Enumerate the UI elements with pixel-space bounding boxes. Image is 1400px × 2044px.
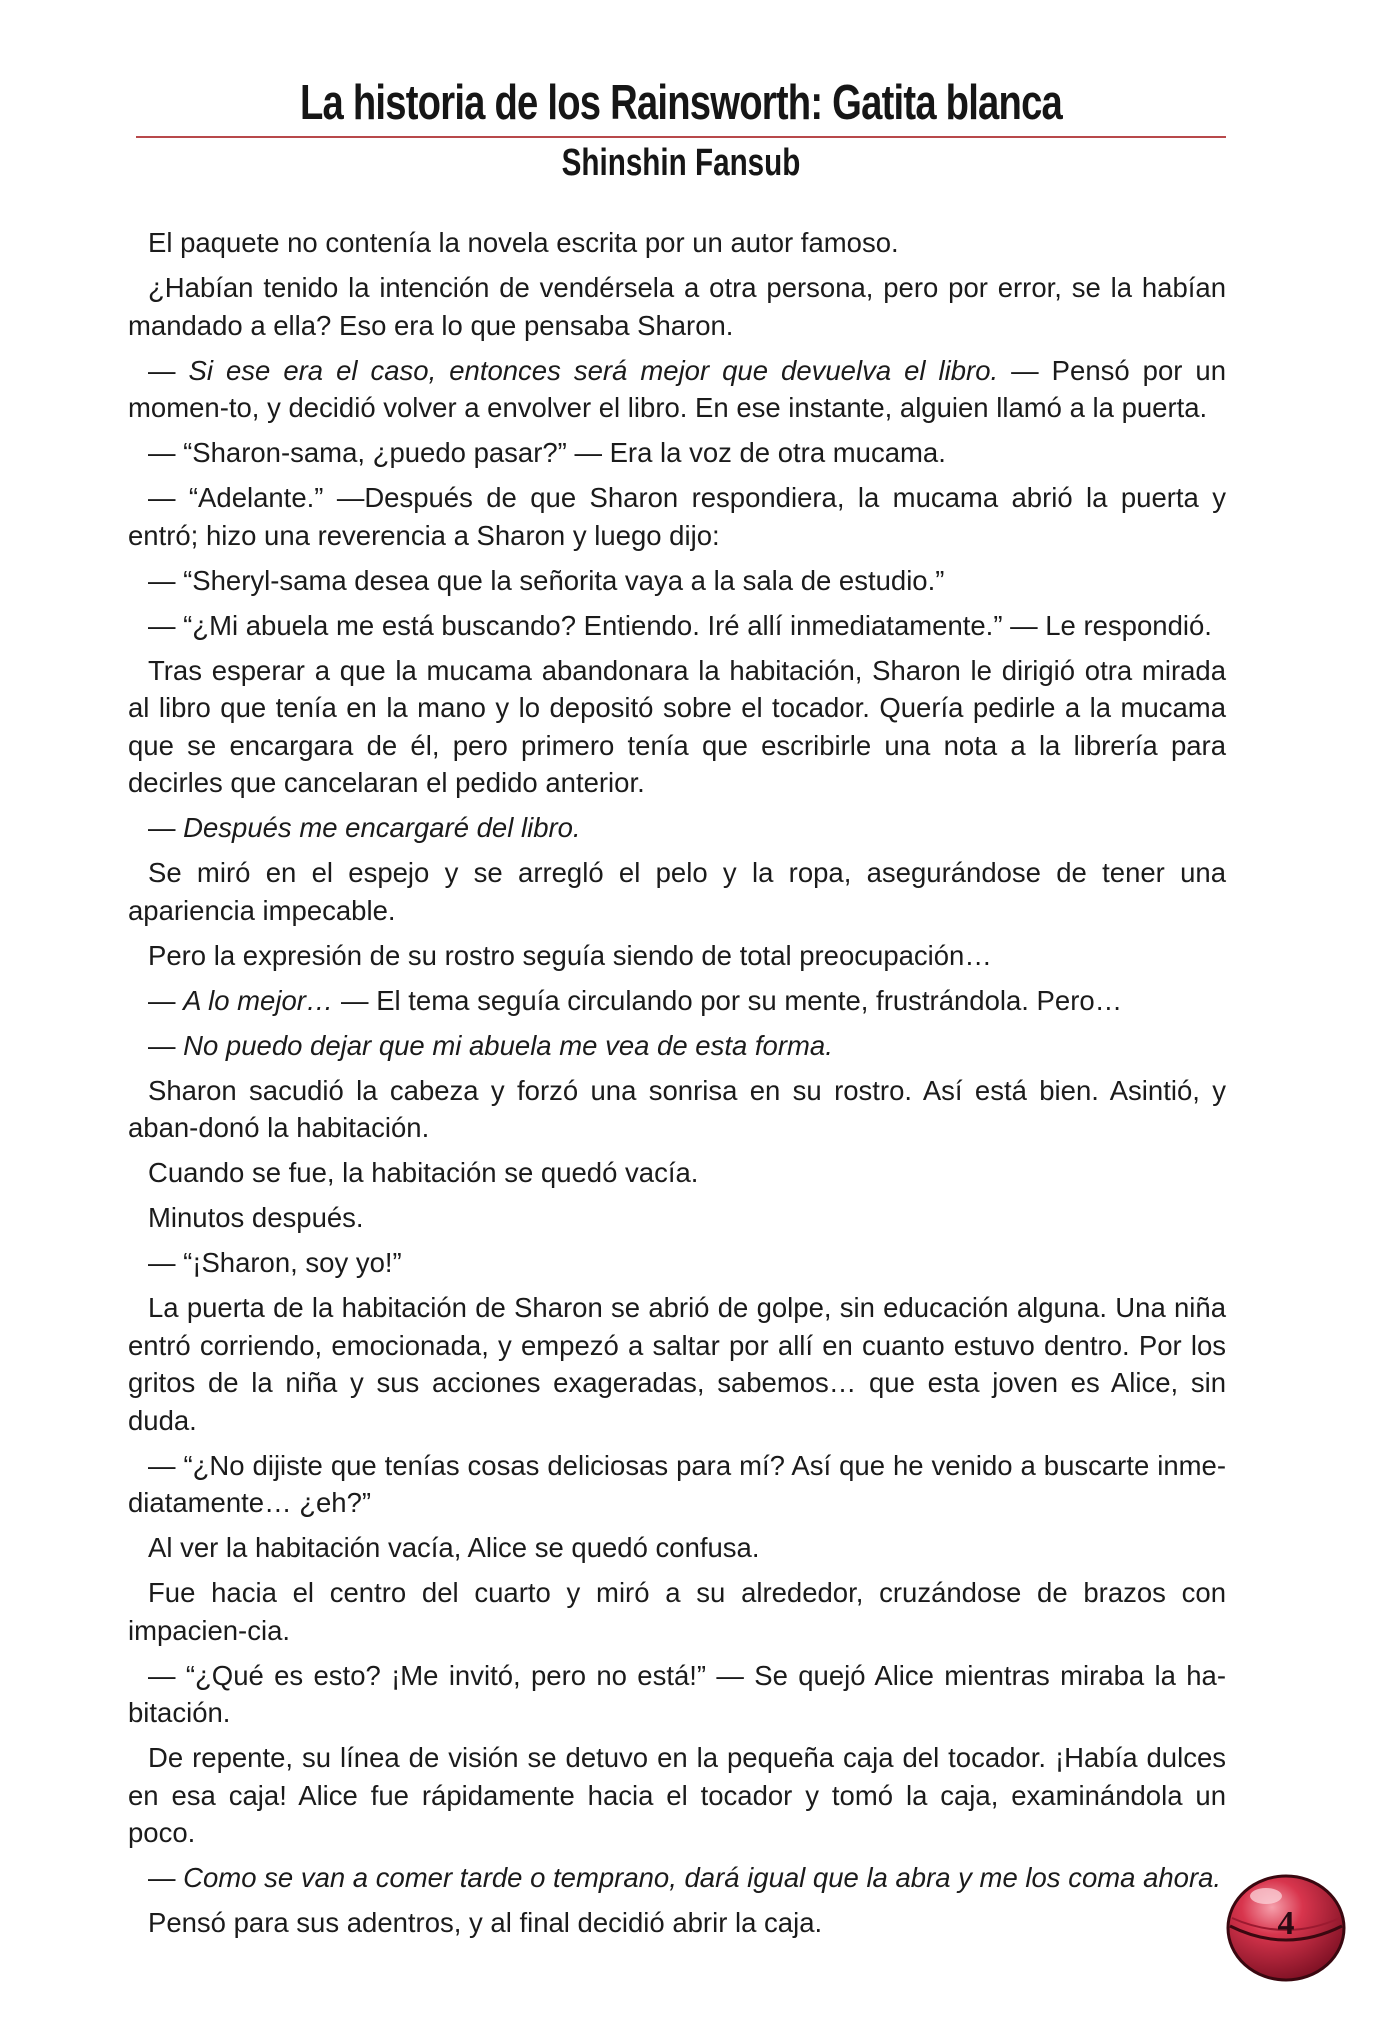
text-run: Fue hacia el centro del cuarto y miró a su alrededor, cruzándose de brazos con impacien-cia. <box>128 1577 1226 1646</box>
paragraph <box>128 269 1226 344</box>
paragraph <box>128 562 1226 600</box>
paragraph <box>128 607 1226 645</box>
italic-text: Como se van a comer tarde o temprano, dará igual que la abra y me los coma ahora. <box>183 1862 1222 1893</box>
text-run: De repente, su línea de visión se detuvo en la pequeña caja del tocador. ¡Había dulces en esa caja! Alice fue rápidamente hacia el tocador y tomó la caja, examinándola un poco. <box>128 1742 1226 1848</box>
text-run: Pero la expresión de su rostro seguía siendo de total preocupación… <box>148 939 992 971</box>
paragraph <box>128 1072 1226 1147</box>
text-run: — <box>148 1029 184 1061</box>
paragraph <box>128 1859 1226 1897</box>
paragraph <box>128 652 1226 802</box>
italic-text: No puedo dejar que mi abuela me vea de esta forma. <box>183 1029 833 1061</box>
text-run: — <box>148 812 184 843</box>
paragraph <box>128 1199 1226 1237</box>
italic-text: Si ese era el caso, entonces será mejor que devuelva el libro. <box>188 354 999 386</box>
paragraph <box>128 1027 1226 1065</box>
text-run: — “Adelante.” —Después de que Sharon respondiera, la mucama abrió la puerta y entró; hizo una reverencia a Sharon y luego dijo: <box>128 482 1226 551</box>
text-run: — <box>148 354 189 386</box>
body-text <box>128 224 1226 1949</box>
paragraph <box>128 1244 1226 1282</box>
document-subtitle: Shinshin Fansub <box>561 142 801 184</box>
paragraph <box>128 1574 1226 1649</box>
text-run: Minutos después. <box>148 1202 364 1233</box>
page-number: 4 <box>1277 1905 1295 1942</box>
paragraph <box>128 479 1226 554</box>
text-run: Se miró en el espejo y se arregló el pelo y la ropa, asegurándose de tener una apariencia impecable. <box>128 857 1226 926</box>
text-run: — “¿Qué es esto? ¡Me invitó, pero no está!” — Se quejó Alice mientras miraba la ha-bitación. <box>128 1659 1226 1728</box>
text-run: — <box>148 984 184 1016</box>
paragraph <box>128 809 1226 847</box>
text-run: — “¿Mi abuela me está buscando? Entiendo. Iré allí inmediatamente.” — Le respondió. <box>148 609 1212 641</box>
paragraph <box>128 1739 1226 1852</box>
text-run: — Pensó por un momen-to, y decidió volver a envolver el libro. En ese instante, alguien llamó a la puerta. <box>128 354 1227 423</box>
paragraph <box>128 352 1226 427</box>
text-run: — “Sheryl-sama desea que la señorita vaya a la sala de estudio.” <box>148 564 945 596</box>
text-run: — <box>148 1862 184 1893</box>
text-run: ¿Habían tenido la intención de vendérsela a otra persona, pero por error, se la habían mandado a ella? Eso era lo que pensaba Sharon. <box>128 272 1226 341</box>
text-run: — “¡Sharon, soy yo!” <box>148 1247 402 1278</box>
text-run: Sharon sacudió la cabeza y forzó una sonrisa en su rostro. Así está bien. Asintió, y aban-donó la habitación. <box>128 1074 1226 1143</box>
paragraph <box>128 1529 1226 1567</box>
text-run: — “Sharon-sama, ¿puedo pasar?” — Era la voz de otra mucama. <box>148 437 946 468</box>
text-run: — El tema seguía circulando por su mente, frustrándola. Pero… <box>333 984 1123 1016</box>
text-run: Pensó para sus adentros, y al final decidió abrir la caja. <box>148 1907 823 1938</box>
paragraph <box>128 937 1226 975</box>
text-run: La puerta de la habitación de Sharon se abrió de golpe, sin educación alguna. Una niña entró corriendo, emocionada, y empezó a saltar por allí en cuanto estuvo dentro. Por los gritos de la niña y sus acciones exageradas, sabemos… que esta joven es Alice, sin duda. <box>128 1292 1226 1436</box>
text-run: Cuando se fue, la habitación se quedó vacía. <box>148 1157 699 1188</box>
paragraph <box>128 1154 1226 1192</box>
paragraph <box>128 224 1226 262</box>
text-run: Tras esperar a que la mucama abandonara la habitación, Sharon le dirigió otra mirada al libro que tenía en la mano y lo depositó sobre el tocador. Quería pedirle a la mucama que se encargara de él, pero primero tenía que escribirle una nota a la librería para decirles que cancelaran el pedido anterior. <box>128 654 1226 798</box>
paragraph <box>128 434 1226 472</box>
paragraph <box>128 1447 1226 1522</box>
text-run: El paquete no contenía la novela escrita por un autor famoso. <box>148 227 899 258</box>
italic-text: A lo mejor… <box>183 984 334 1016</box>
paragraph <box>128 1904 1226 1942</box>
page-header <box>136 70 1226 188</box>
text-run: Al ver la habitación vacía, Alice se quedó confusa. <box>148 1532 760 1563</box>
paragraph <box>128 1657 1226 1732</box>
italic-text: Después me encargaré del libro. <box>183 812 581 843</box>
text-run: — “¿No dijiste que tenías cosas deliciosas para mí? Así que he venido a buscarte inme-diatamente… ¿eh?” <box>128 1449 1226 1518</box>
paragraph <box>128 982 1226 1020</box>
paragraph <box>128 854 1226 929</box>
document-title: La historia de los Rainsworth: Gatita blanca <box>299 76 1063 130</box>
paragraph <box>128 1289 1226 1439</box>
